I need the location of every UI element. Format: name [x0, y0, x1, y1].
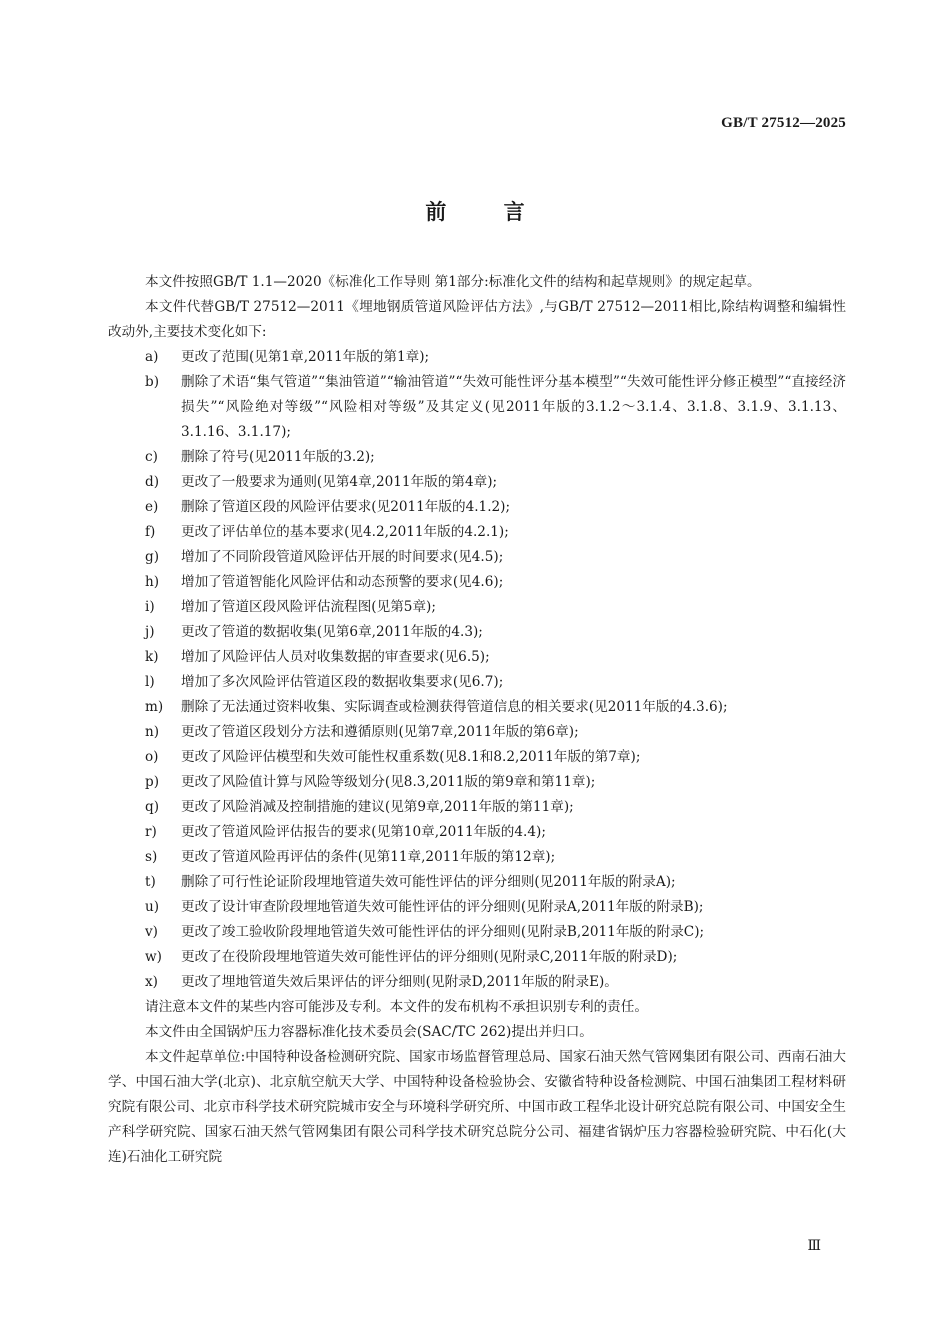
- standard-code: GB/T 27512—2025: [721, 115, 846, 131]
- item-text: 删除了符号(见2011年版的3.2);: [181, 449, 375, 465]
- item-text: 删除了管道区段的风险评估要求(见2011年版的4.1.2);: [181, 499, 511, 515]
- item-label: u): [145, 899, 160, 915]
- item-label: x): [145, 974, 158, 990]
- list-item: [108, 645, 846, 670]
- intro-paragraph-2: 本文件代替GB/T 27512—2011《埋地钢质管道风险评估方法》,与GB/T 27512—2011相比,除结构调整和编辑性改动外,主要技术变化如下:: [108, 299, 846, 340]
- item-text: 更改了设计审查阶段埋地管道失效可能性评估的评分细则(见附录A,2011年版的附录B);: [181, 899, 704, 915]
- list-item: [108, 820, 846, 845]
- page-title: 前 言: [425, 200, 525, 224]
- item-label: c): [145, 449, 158, 465]
- item-label: p): [145, 774, 160, 790]
- list-item: [108, 870, 846, 895]
- item-label: i): [145, 599, 155, 615]
- item-text: 更改了范围(见第1章,2011年版的第1章);: [181, 349, 430, 365]
- item-text: 更改了埋地管道失效后果评估的评分细则(见附录D,2011年版的附录E)。: [181, 974, 618, 990]
- list-item: [108, 445, 846, 470]
- item-label: e): [145, 499, 159, 515]
- patent-notice: 请注意本文件的某些内容可能涉及专利。本文件的发布机构不承担识别专利的责任。: [145, 999, 648, 1015]
- item-label: r): [145, 824, 157, 840]
- list-item: [108, 845, 846, 870]
- item-label: n): [145, 724, 160, 740]
- item-text: 增加了风险评估人员对收集数据的审查要求(见6.5);: [181, 649, 490, 665]
- item-label: f): [145, 524, 156, 540]
- item-text: 更改了风险值计算与风险等级划分(见8.3,2011版的第9章和第11章);: [181, 774, 596, 790]
- changes-list: [108, 345, 846, 995]
- list-item: [108, 720, 846, 745]
- item-text: 增加了管道智能化风险评估和动态预警的要求(见4.6);: [181, 574, 504, 590]
- list-item: [108, 495, 846, 520]
- item-label: g): [145, 549, 160, 565]
- item-label: s): [145, 849, 158, 865]
- list-item: [108, 520, 846, 545]
- item-text: 更改了管道的数据收集(见第6章,2011年版的4.3);: [181, 624, 483, 640]
- item-label: m): [145, 699, 164, 715]
- item-label: w): [145, 949, 162, 965]
- list-item: [108, 345, 846, 370]
- item-text: 更改了评估单位的基本要求(见4.2,2011年版的4.2.1);: [181, 524, 509, 540]
- item-text: 更改了管道区段划分方法和遵循原则(见第7章,2011年版的第6章);: [181, 724, 579, 740]
- item-text: 删除了术语“集气管道”“集油管道”“输油管道”“失效可能性评分基本模型”“失效可能性评分修正模型”“直接经济损失”“风险绝对等级”“风险相对等级”及其定义(见2011年版的3.1.2～3.1.4、3.1.8、3.1.9、3.1.13、3.1.16、3.1.17);: [181, 374, 846, 440]
- list-item: [108, 795, 846, 820]
- item-text: 增加了不同阶段管道风险评估开展的时间要求(见4.5);: [181, 549, 504, 565]
- item-label: a): [145, 349, 159, 365]
- item-text: 更改了一般要求为通则(见第4章,2011年版的第4章);: [181, 474, 498, 490]
- list-item: [108, 545, 846, 570]
- list-item: [108, 370, 846, 445]
- item-label: d): [145, 474, 160, 490]
- list-item: [108, 920, 846, 945]
- item-label: b): [145, 374, 160, 390]
- item-label: o): [145, 749, 159, 765]
- item-label: k): [145, 649, 159, 665]
- page-number: Ⅲ: [807, 1239, 821, 1254]
- item-label: j): [145, 624, 155, 640]
- drafting-units: 本文件起草单位:中国特种设备检测研究院、国家市场监督管理总局、国家石油天然气管网集团有限公司、西南石油大学、中国石油大学(北京)、北京航空航天大学、中国特种设备检验协会、安徽省特种设备检测院、中国石油集团工程材料研究院有限公司、北京市科学技术研究院城市安全与环境科学研究所、中国市政工程华北设计研究总院有限公司、中国安全生产科学研究院、国家石油天然气管网集团有限公司科学技术研究总院分公司、福建省锅炉压力容器检验研究院、中石化(大连)石油化工研究院: [108, 1049, 846, 1165]
- list-item: [108, 670, 846, 695]
- item-text: 更改了管道风险评估报告的要求(见第10章,2011年版的4.4);: [181, 824, 546, 840]
- list-item: [108, 945, 846, 970]
- item-text: 删除了无法通过资料收集、实际调查或检测获得管道信息的相关要求(见2011年版的4.3.6);: [181, 699, 728, 715]
- list-item: [108, 695, 846, 720]
- item-text: 删除了可行性论证阶段埋地管道失效可能性评估的评分细则(见2011年版的附录A);: [181, 874, 676, 890]
- list-item: [108, 770, 846, 795]
- item-label: t): [145, 874, 156, 890]
- item-label: q): [145, 799, 160, 815]
- item-text: 更改了风险评估模型和失效可能性权重系数(见8.1和8.2,2011年版的第7章);: [181, 749, 641, 765]
- list-item: [108, 595, 846, 620]
- item-text: 增加了多次风险评估管道区段的数据收集要求(见6.7);: [181, 674, 504, 690]
- list-item: [108, 470, 846, 495]
- item-text: 更改了管道风险再评估的条件(见第11章,2011年版的第12章);: [181, 849, 556, 865]
- committee-statement: 本文件由全国锅炉压力容器标准化技术委员会(SAC/TC 262)提出并归口。: [145, 1024, 593, 1040]
- intro-paragraph-1: 本文件按照GB/T 1.1—2020《标准化工作导则 第1部分:标准化文件的结构和起草规则》的规定起草。: [145, 274, 761, 290]
- list-item: [108, 620, 846, 645]
- item-text: 增加了管道区段风险评估流程图(见第5章);: [181, 599, 436, 615]
- item-label: h): [145, 574, 160, 590]
- list-item: [108, 895, 846, 920]
- list-item: [108, 970, 846, 995]
- item-text: 更改了在役阶段埋地管道失效可能性评估的评分细则(见附录C,2011年版的附录D);: [181, 949, 678, 965]
- list-item: [108, 745, 846, 770]
- list-item: [108, 570, 846, 595]
- item-text: 更改了风险消减及控制措施的建议(见第9章,2011年版的第11章);: [181, 799, 574, 815]
- document-body: [108, 270, 846, 1170]
- item-label: l): [145, 674, 155, 690]
- item-text: 更改了竣工验收阶段埋地管道失效可能性评估的评分细则(见附录B,2011年版的附录C);: [181, 924, 705, 940]
- item-label: v): [145, 924, 158, 940]
